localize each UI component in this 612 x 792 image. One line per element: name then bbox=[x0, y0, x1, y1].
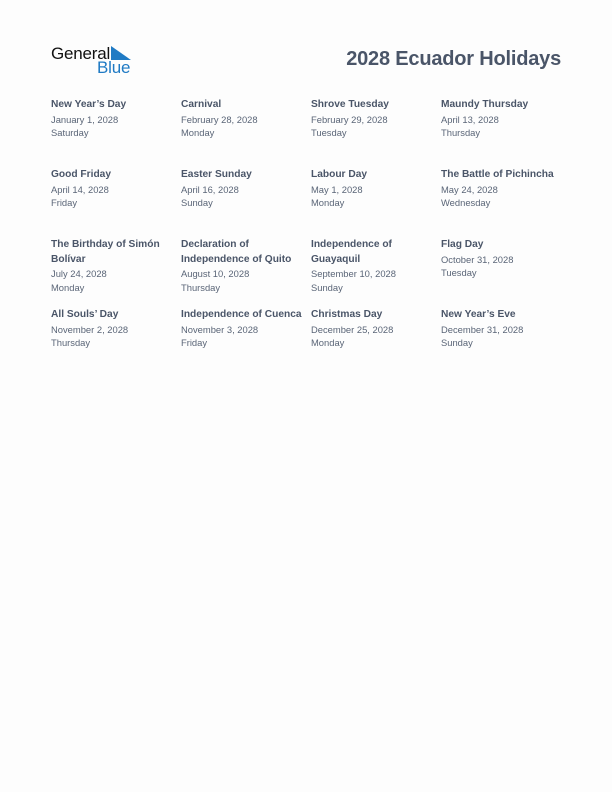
holiday-weekday: Thursday bbox=[441, 127, 481, 139]
holiday-item bbox=[311, 238, 436, 295]
holiday-date: January 1, 2028 bbox=[51, 113, 119, 125]
holiday-date: April 14, 2028 bbox=[51, 183, 109, 195]
holiday-row bbox=[51, 98, 571, 168]
holiday-name: Carnival bbox=[181, 99, 222, 110]
holiday-name: Maundy Thursday bbox=[441, 99, 529, 110]
holiday-name: Christmas Day bbox=[311, 309, 383, 320]
holiday-item bbox=[51, 98, 176, 140]
holiday-weekday: Tuesday bbox=[441, 267, 477, 279]
holiday-item bbox=[51, 308, 176, 350]
holiday-date: February 28, 2028 bbox=[181, 113, 258, 125]
generalblue-logo bbox=[51, 44, 141, 78]
holiday-date: February 29, 2028 bbox=[311, 113, 388, 125]
holiday-weekday: Thursday bbox=[51, 337, 91, 349]
holiday-weekday: Thursday bbox=[181, 281, 221, 293]
holiday-name: New Year’s Eve bbox=[441, 309, 516, 320]
holiday-weekday: Monday bbox=[181, 127, 215, 139]
holiday-name: Independence of Guayaquil bbox=[311, 239, 392, 265]
holiday-weekday: Saturday bbox=[51, 127, 89, 139]
holiday-date: December 25, 2028 bbox=[311, 323, 394, 335]
holiday-date: July 24, 2028 bbox=[51, 268, 107, 279]
holiday-weekday: Monday bbox=[311, 197, 345, 209]
holiday-row bbox=[51, 238, 571, 308]
holiday-date: April 16, 2028 bbox=[181, 183, 239, 195]
holiday-row bbox=[51, 308, 571, 378]
holiday-name: Easter Sunday bbox=[181, 169, 252, 180]
holiday-weekday: Tuesday bbox=[311, 127, 347, 139]
holiday-date: December 31, 2028 bbox=[441, 323, 524, 335]
logo-word-general: General bbox=[51, 44, 111, 63]
holiday-weekday: Friday bbox=[51, 197, 78, 209]
holiday-weekday: Wednesday bbox=[441, 197, 491, 209]
holiday-item bbox=[311, 98, 436, 140]
holiday-date: August 10, 2028 bbox=[181, 268, 250, 279]
holiday-date: April 13, 2028 bbox=[441, 113, 499, 125]
holiday-name: The Birthday of Simón Bolívar bbox=[51, 239, 160, 265]
holiday-name: Declaration of Independence of Quito bbox=[181, 239, 292, 265]
holiday-name: Labour Day bbox=[311, 169, 368, 180]
holiday-date: May 1, 2028 bbox=[311, 183, 363, 195]
holiday-grid bbox=[51, 98, 571, 378]
holiday-item bbox=[181, 308, 306, 350]
holiday-name: Shrove Tuesday bbox=[311, 99, 389, 110]
holiday-item bbox=[441, 308, 566, 350]
holiday-item bbox=[51, 238, 176, 295]
holiday-date: May 24, 2028 bbox=[441, 183, 498, 195]
holiday-weekday: Monday bbox=[51, 281, 85, 293]
holiday-weekday: Sunday bbox=[181, 197, 213, 209]
logo-word-blue: Blue bbox=[97, 58, 131, 77]
holiday-name: Independence of Cuenca bbox=[181, 309, 302, 320]
holiday-item bbox=[441, 168, 566, 210]
holiday-weekday: Sunday bbox=[441, 337, 473, 349]
holiday-item bbox=[441, 98, 566, 140]
holiday-item bbox=[311, 308, 436, 350]
holiday-name: Flag Day bbox=[441, 239, 484, 250]
holiday-date: September 10, 2028 bbox=[311, 268, 396, 279]
holiday-item bbox=[181, 168, 306, 210]
holiday-item bbox=[181, 238, 306, 295]
holiday-name: New Year’s Day bbox=[51, 99, 127, 110]
holiday-weekday: Sunday bbox=[311, 281, 343, 293]
holiday-item bbox=[441, 238, 566, 280]
holiday-weekday: Friday bbox=[181, 337, 208, 349]
holiday-name: Good Friday bbox=[51, 169, 111, 180]
page-title: 2028 Ecuador Holidays bbox=[346, 48, 561, 70]
holiday-item bbox=[181, 98, 306, 140]
holiday-date: November 2, 2028 bbox=[51, 323, 129, 335]
holiday-name: The Battle of Pichincha bbox=[441, 169, 554, 180]
holiday-row bbox=[51, 168, 571, 238]
holiday-date: October 31, 2028 bbox=[441, 253, 514, 265]
holiday-name: All Souls’ Day bbox=[51, 309, 119, 320]
holiday-date: November 3, 2028 bbox=[181, 323, 259, 335]
holiday-item bbox=[51, 168, 176, 210]
holiday-item bbox=[311, 168, 436, 210]
holiday-weekday: Monday bbox=[311, 337, 345, 349]
